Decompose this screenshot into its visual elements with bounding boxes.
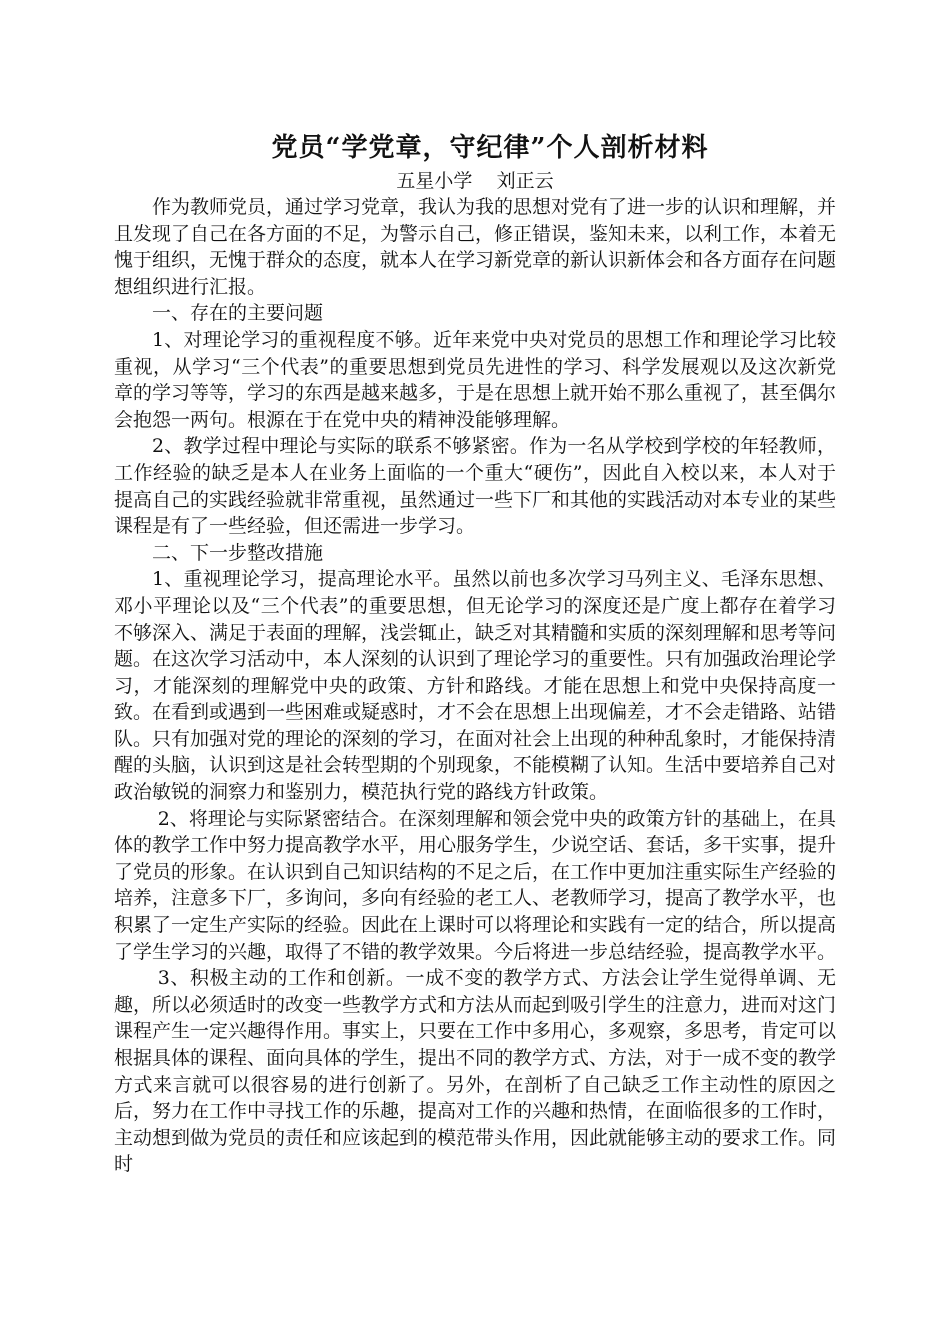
paragraph-intro: 作为教师党员，通过学习党章，我认为我的思想对党有了进一步的认识和理解，并且发现了自己在各方面的不足，为警示自己，修正错误，鉴知未来，以利工作，本着无愧于组织，无愧于群众的态度，就本人在学习新党章的新认识新体会和各方面存在问题想组织进行汇报。: [114, 196, 837, 298]
paragraph-problem-1: 1、对理论学习的重视程度不够。近年来党中央对党员的思想工作和理论学习比较重视，从学习“三个代表”的重要思想到党员先进性的学习、科学发展观以及这次新党章的学习等等，学习的东西是越来越多，于是在思想上就开始不那么重视了，甚至偶尔会抱怨一两句。根源在于在党中央的精神没能够理解。: [114, 328, 837, 431]
document-title: 党员“学党章，守纪律”个人剖析材料: [271, 133, 709, 163]
paragraph-measure-3: 3、积极主动的工作和创新。一成不变的教学方式、方法会让学生觉得单调、无趣，所以必须适时的改变一些教学方式和方法从而起到吸引学生的注意力，进而对这门课程产生一定兴趣得作用。事实上，只要在工作中多用心，多观察，多思考，肯定可以根据具体的课程、面向具体的学生，提出不同的教学方式、方法，对于一成不变的教学方式来言就可以很容易的进行创新了。另外，在剖析了自己缺乏工作主动性的原因之后，努力在工作中寻找工作的乐趣，提高对工作的兴趣和热情，在面临很多的工作时，主动想到做为党员的责任和应该起到的模范带头作用，因此就能够主动的要求工作。同时: [114, 967, 837, 1176]
author-byline: 五星小学 刘正云: [396, 170, 554, 192]
section-heading-measures: 二、下一步整改措施: [152, 541, 324, 564]
document-page: [114, 128, 836, 1178]
paragraph-problem-2: 2、教学过程中理论与实际的联系不够紧密。作为一名从学校到学校的年轻教师，工作经验的缺乏是本人在业务上面临的一个重大“硬伤”，因此自入校以来，本人对于提高自己的实践经验就非常重视，虽然通过一些下厂和其他的实践活动对本专业的某些课程是有了一些经验，但还需进一步学习。: [114, 435, 837, 538]
paragraph-measure-2: 2、将理论与实际紧密结合。在深刻理解和领会党中央的政策方针的基础上，在具体的教学工作中努力提高教学水平，用心服务学生，少说空话、套话，多干实事，提升了党员的形象。在认识到自己知识结构的不足之后，在工作中更加注重实际生产经验的培养，注意多下厂，多询问，多向有经验的老工人、老教师学习，提高了教学水平，也积累了一定生产实际的经验。因此在上课时可以将理论和实践有一定的结合，所以提高了学生学习的兴趣，取得了不错的教学效果。今后将进一步总结经验，提高教学水平。: [114, 807, 837, 963]
paragraph-measure-1: 1、重视理论学习，提高理论水平。虽然以前也多次学习马列主义、毛泽东思想、邓小平理论以及“三个代表”的重要思想，但无论学习的深度还是广度上都存在着学习不够深入、满足于表面的理解，浅尝辄止，缺乏对其精髓和实质的深刻理解和思考等问题。在这次学习活动中，本人深刻的认识到了理论学习的重要性。只有加强政治理论学习，才能深刻的理解党中央的政策、方针和路线。才能在思想上和党中央保持高度一致。在看到或遇到一些困难或疑惑时，才不会在思想上出现偏差，才不会走错路、站错队。只有加强对党的理论的深刻的学习，在面对社会上出现的种种乱象时，才能保持清醒的头脑，认识到这是社会转型期的个别现象，不能模糊了认知。生活中要培养自己对政治敏锐的洞察力和鉴别力，模范执行党的路线方针政策。: [114, 568, 837, 804]
section-heading-problems: 一、存在的主要问题: [152, 302, 324, 325]
